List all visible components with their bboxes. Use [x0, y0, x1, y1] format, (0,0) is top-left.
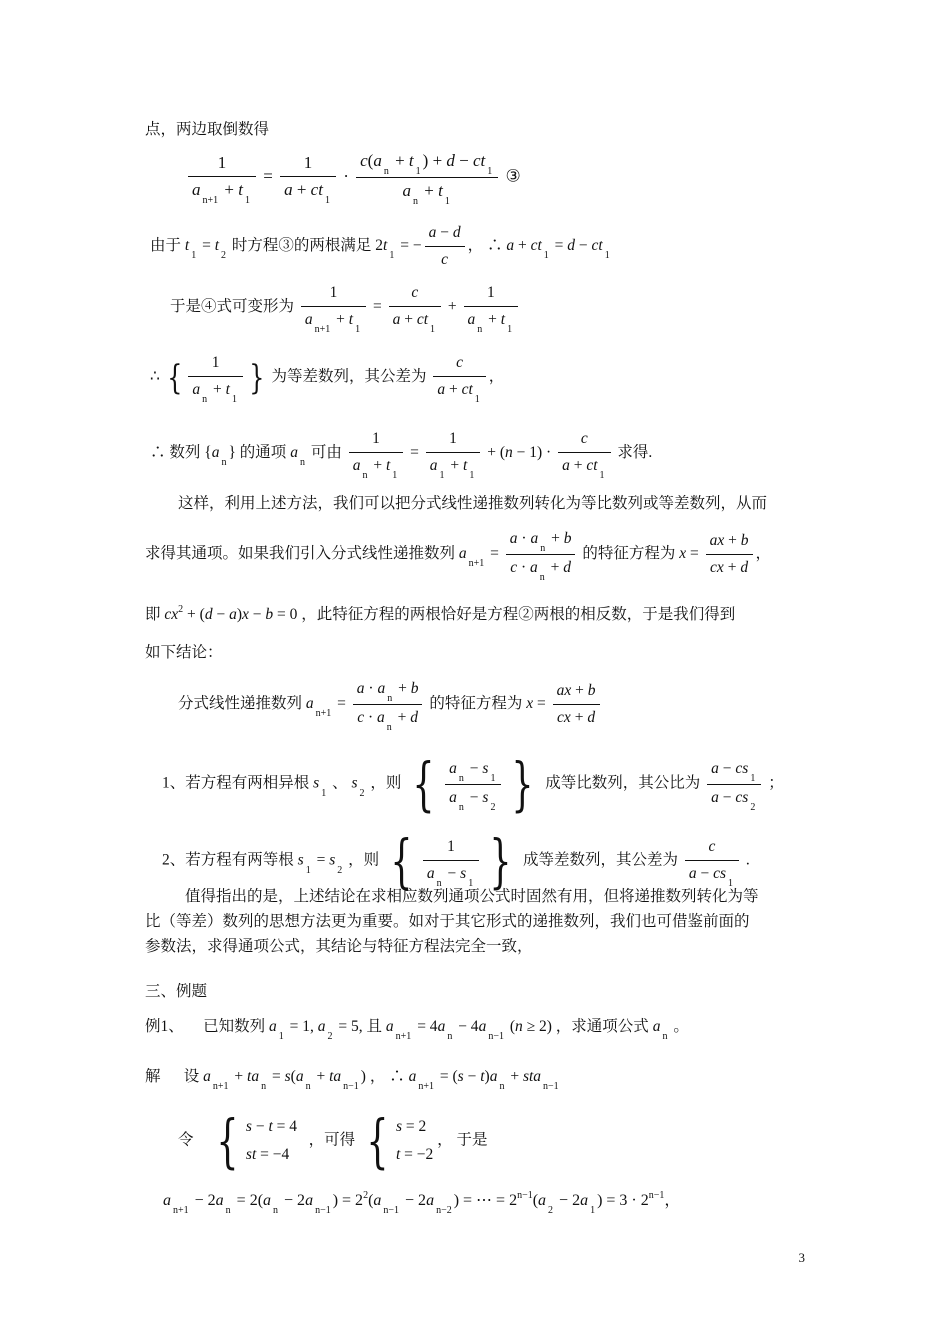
para1-line2: 求得其通项。如果我们引入分式线性递推数列 $a_{n+1}$ = $\frac{a \cdot a_n + b}{c \cdot a_n + d}$ 的特征方程为 x = $\frac{ax + b}{cx + d}$ ， — [145, 530, 772, 583]
conclusion-a: 分式线性递推数列 — [178, 695, 303, 713]
case2-c: 成等差数列，其公差为 — [522, 851, 678, 869]
example-b: 且 — [366, 1018, 383, 1035]
general-suffix: 求得. — [617, 444, 653, 462]
roots-condition-line: 由于 $t_1 = t_2$ 时方程③的两根满足 $2t_1$ = − $\frac{a - d}{c}$ ， ∴ $a + ct_1 = d - ct_1$ — [150, 224, 610, 268]
para2-line3: 参数法，求得通项公式，其结论与特征方程法完全一致， — [145, 937, 533, 955]
example-c: ，求通项公式 — [555, 1018, 649, 1035]
para1-line3-a: 即 — [145, 606, 161, 623]
para1-line4: 如下结论： — [145, 643, 223, 661]
solution-a: 设 — [183, 1068, 200, 1085]
case2-d: . — [745, 851, 750, 869]
example-label: 例1、 — [145, 1018, 184, 1035]
example-a: 已知数列 — [203, 1018, 266, 1035]
case2-line: 2、若方程有两等根 $s_1 = s_2$ ，则 { $\frac{1}{a_n - s_1}$ } 成等差数列，其公差为 $\frac{c}{a - cs_1}$ . — [162, 827, 750, 895]
para1-line1: 这样，利用上述方法，我们可以把分式线性递推数列转化为等比数列或等差数列，从而 — [178, 494, 768, 512]
then-label: ， 于是 — [437, 1131, 488, 1149]
intro-text: 点，两边取倒数得 — [145, 120, 270, 138]
para1-line3: 即 $cx^2 + (d - a)x - b = 0$ ，此特征方程的两根恰好是方程②两根的相反数，于是我们得到 — [145, 604, 736, 623]
case2-a: 2、若方程有两等根 — [162, 851, 294, 869]
para2-line2: 比（等差）数列的思想方法更为重要。如对于其它形式的递推数列，我们也可借鉴前面的 — [145, 912, 750, 930]
solution-b: ， — [369, 1068, 386, 1085]
final-derivation-line: $a_{n+1} - 2a_n = 2(a_n - 2a_{n-1}) = 2^2(a_{n-1} - 2a_{n-2})$ = ⋯ = $2^{n-1}(a_2 - 2a_1) = 3 \cdot 2^{n-1}$， — [163, 1190, 681, 1216]
example-d: 。 — [673, 1018, 689, 1035]
solution-line: 解 设 $a_{n+1} + ta_n = s(a_n + ta_{n-1})$ ， ∴ $a_{n+1} = (s - t)a_n + sta_{n-1}$ — [145, 1068, 559, 1092]
general-prefix: ∴ 数列 — [150, 444, 201, 462]
case1-a: 1、若方程有两相异根 — [162, 774, 310, 792]
section-heading: 三、例题 — [145, 982, 208, 1000]
para1-line3-b: ，此特征方程的两根恰好是方程②两根的相反数，于是我们得到 — [301, 606, 736, 623]
general-mid: 的通项 — [239, 444, 287, 462]
para2-line1: 值得指出的是，上述结论在求相应数列通项公式时固然有用，但将递推数列转化为等 — [185, 887, 759, 905]
general-term-line: ∴ 数列 $\{a_n\}$ 的通项 $a_n$ 可由 $\frac{1}{a_n + t_1}$ = $\frac{1}{a_1 + t_1}$ + (n − 1) · $\frac{c}{a + ct_1}$ 求得. — [150, 430, 653, 481]
para1-line2-a: 求得其通项。如果我们引入分式线性递推数列 — [145, 545, 456, 563]
case1-b: 、 — [332, 774, 348, 792]
example-line: 例1、 已知数列 $a_1 = 1$, $a_2 = 5$, 且 $a_{n+1} = 4a_n - 4a_{n-1}$ (n ≥ 2) ，求通项公式 $a_n$ 。 — [145, 1018, 689, 1042]
case2-b: ，则 — [348, 851, 380, 869]
arith-is: 为等差数列，其公差为 — [271, 368, 427, 386]
equation-3: $\frac{1}{a_{n+1} + t_1}$ = $\frac{1}{a + ct_1}$ · $\frac{c(a_n + t_1) + d - ct_1}{a_n + t_1}$ ③ — [185, 150, 521, 205]
case1-line: 1、若方程有两相异根 $s_1$ 、 $s_2$ ，则 { $\frac{a_n - s_1}{a_n - s_2}$ } 成等比数列，其公比为 $\frac{a - cs_1}{a - cs_2}$ ； — [162, 750, 784, 818]
obtain-label: ，可得 — [308, 1131, 356, 1149]
since-prefix: 由于 — [150, 237, 182, 255]
case1-c: ，则 — [370, 774, 402, 792]
arithmetic-sequence-line: ∴ { $\frac{1}{a_n + t_1}$ } 为等差数列，其公差为 $\frac{c}{a + ct_1}$ ， — [150, 354, 505, 405]
solution-label: 解 — [145, 1068, 161, 1085]
let-system-line: 令 { s − t = 4 st = −4 ，可得 { s = 2 t = −2 ， 于是 — [178, 1107, 488, 1175]
case1-e: ； — [768, 774, 784, 792]
transform-prefix: 于是④式可变形为 — [170, 298, 295, 316]
case1-d: 成等比数列，其公比为 — [545, 774, 701, 792]
equation-3-tag: ③ — [505, 166, 521, 186]
transform-line: 于是④式可变形为 $\frac{1}{a_{n+1} + t_1}$ = $\frac{c}{a + ct_1}$ + $\frac{1}{a_n + t_1}$ — [170, 282, 521, 333]
since-mid: 时方程③的两根满足 — [231, 237, 372, 255]
let-label: 令 — [178, 1131, 194, 1149]
conclusion-line: 分式线性递推数列 $a_{n+1}$ = $\frac{a \cdot a_n + b}{c \cdot a_n + d}$ 的特征方程为 x = $\frac{ax + b}{cx + d}$ — [178, 678, 603, 731]
page-number: 3 — [798, 1250, 805, 1265]
para1-line2-b: 的特征方程为 — [582, 545, 676, 563]
general-mid2: 可由 — [310, 444, 342, 462]
conclusion-b: 的特征方程为 — [429, 695, 523, 713]
